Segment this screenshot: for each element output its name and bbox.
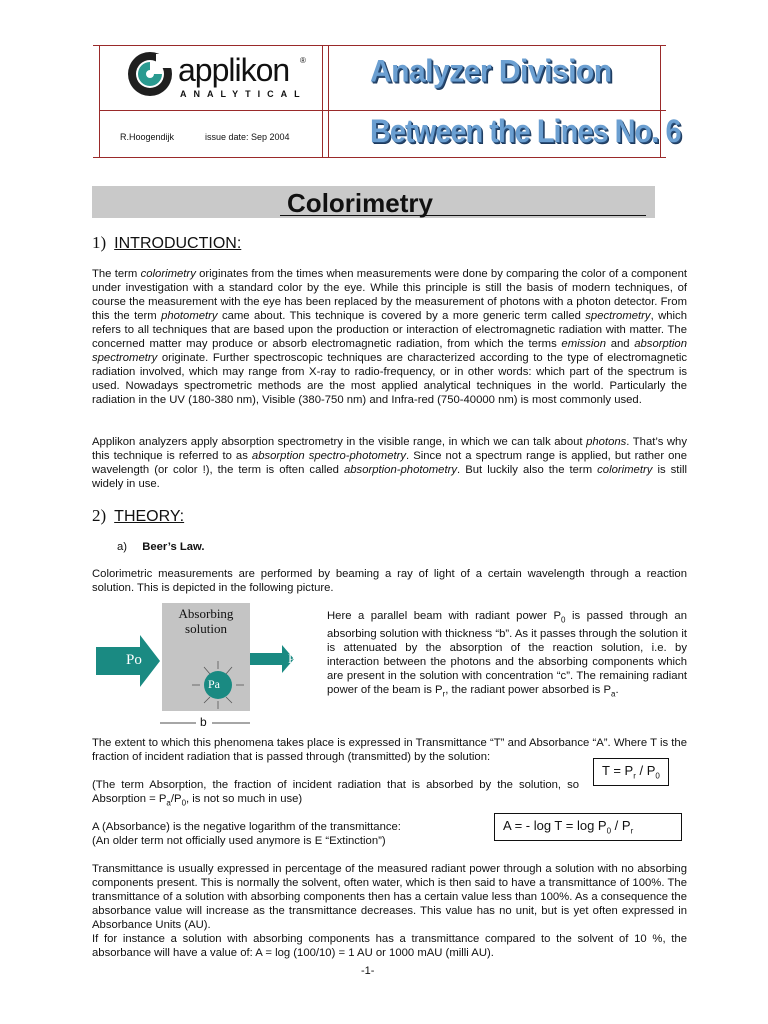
absorbance-formula: A = - $\log T = \log P_0 / P_r$ xyxy=(494,813,682,841)
figure-box-label-2: solution xyxy=(185,621,227,636)
series-title: Between the Lines No. 6 xyxy=(370,113,681,149)
issue-date: issue date: Sep 2004 xyxy=(205,132,290,142)
author: R.Hoogendijk xyxy=(120,132,175,142)
intro-paragraph-2: Applikon analyzers apply absorption spectrometry in the visible range, in which we can talk about photons. That’s why this technique is referred to as absorption spectro-photometry. Since not a spectrum range is applied, but rather one wavelength (or color !), the term is often called absorption-photometry. But luckily also the term colorimetry is still widely in use. xyxy=(92,436,687,490)
applikon-logo-icon xyxy=(126,50,176,103)
header-rule-center xyxy=(322,45,323,157)
extinction-note: (An older term not officially used anymore is E “Extinction”) xyxy=(92,835,386,847)
page-title: Colorimetry xyxy=(287,188,433,218)
transmittance-text: The extent to which this phenomena takes place is expressed in Transmittance “T” and Absorbance “A”. Where T is the fraction of incident radiation that is passed through (transmitted) by the solution: xyxy=(92,737,687,763)
beers-law-figure xyxy=(92,603,322,733)
theory-intro: Colorimetric measurements are performed by beaming a ray of light of a certain wavelength through a reaction solution. This is depicted in the following picture. xyxy=(92,568,687,594)
division-title: Analyzer Division xyxy=(370,54,612,89)
absorption-note: (The term Absorption, the fraction of incident radiation that is absorbed by the solution, so Absorption = $P_a/P_0$, is not so much in use) xyxy=(92,779,579,808)
sub-label: a) xyxy=(117,541,128,553)
intro-paragraph-1: The term colorimetry originates from the times when measurements were done by comparing the color of a component under investigation with a standard color by the eye. While this principle is still the basis of modern techniques, of course the measurement with the eye has been replaced by the measurement of photons with a photon detector. From this the term photometry came about. This technique is covered by a more generic term called spectrometry, which refers to all techniques that are based upon the production or interaction of electromagnetic radiation with matter. The concerned matter may produce or absorb electromagnetic radiation, from which the terms emission and absorption spectrometry originate. Further spectroscopic techniques are characterized according to the type of electromagnetic radiation involved, which may range from X-ray to radio-frequency, or in other words: which part of the spectrum is used. Nowadays spectrometric methods are the most applied analytical techniques in the world. Particularly the radiation in the UV (180-380 nm), Visible (380-750 nm) and Infra-red (750-40000 nm) is most commonly used. xyxy=(92,268,687,406)
section-2-title: THEORY: xyxy=(114,508,185,525)
figure-description: Here a parallel beam with radiant power $P_0$ is passed through an absorbing solution with thickness “b”. As it passes through the solution it is attenuated by the absorption of the reaction solution, i.e. by interaction between the photons and the absorbing components which are present in the solution with concentration “c”. The remaining radiant power of the beam is $P_r$, the radiant power absorbed is $P_a$. xyxy=(327,610,687,699)
header-rule-middle xyxy=(99,110,666,111)
header-rule-bottom xyxy=(93,157,666,158)
label-p0: Po xyxy=(126,652,142,668)
sub-heading: Beer’s Law. xyxy=(142,541,205,553)
section-1-number: 1) xyxy=(92,233,107,252)
label-b: b xyxy=(200,715,207,729)
header-rule-top xyxy=(93,45,666,46)
label-pr: Pr xyxy=(288,651,300,666)
transmittance-formula: $T = P_r / P_0$ xyxy=(593,758,669,786)
page-number: -1- xyxy=(361,965,375,977)
closing-paragraph-2: If for instance a solution with absorbing components has a transmittance compared to the solvent of 10 %, the absorbance will have a value of: A = log (100/10) = 1 AU or 1000 mAU (milli AU). xyxy=(92,933,687,959)
figure-box-label xyxy=(162,606,250,636)
label-pa: Pa xyxy=(208,677,220,691)
logo-wordmark: applikon xyxy=(178,52,290,88)
section-1-title: INTRODUCTION: xyxy=(114,235,242,252)
beers-law-heading xyxy=(117,540,205,554)
figure-box-label-1: Absorbing xyxy=(178,606,234,621)
header-rule-left xyxy=(99,45,100,157)
section-2-heading xyxy=(92,506,184,526)
logo-registered-mark: ® xyxy=(300,56,306,65)
header-rule-center-2 xyxy=(328,45,329,157)
logo-subtitle: ANALYTICAL xyxy=(180,89,307,99)
closing-paragraph-1: Transmittance is usually expressed in percentage of the measured radiant power through a solution with no absorbing components present. This is normally the solvent, often water, which is then said to have a transmittance of 100%. The transmittance of a solution with absorbing components then has a certain value less than 100%. As a consequence the absorbance value will increase as the transmittance decreases. This value has no unit, but is yet often expressed in Absorbance Units (AU). xyxy=(92,863,687,931)
section-2-number: 2) xyxy=(92,506,107,525)
section-1-heading xyxy=(92,233,241,253)
absorbance-definition: A (Absorbance) is the negative logarithm of the transmittance: xyxy=(92,821,401,833)
